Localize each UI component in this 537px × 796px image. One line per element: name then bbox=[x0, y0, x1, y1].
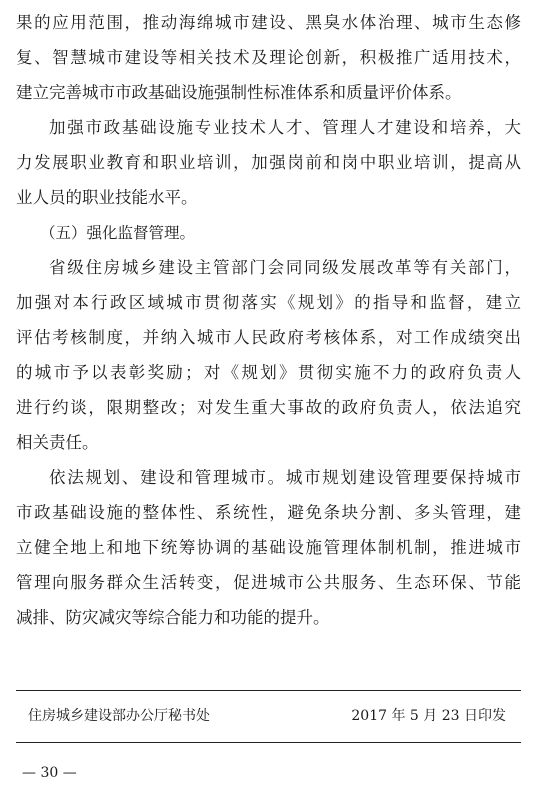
body-line: 进行约谈，限期整改；对发生重大事故的政府负责人，依法追究 bbox=[16, 398, 521, 417]
body-line: 业人员的职业技能水平。 bbox=[16, 188, 198, 207]
body-line: 依法规划、建设和管理城市。城市规划建设管理要保持城市 bbox=[49, 468, 521, 487]
body-line: 相关责任。 bbox=[16, 433, 99, 452]
body-line: 评估考核制度，并纳入城市人民政府考核体系，对工作成绩突出 bbox=[16, 328, 521, 347]
body-line: 果的应用范围，推动海绵城市建设、黑臭水体治理、城市生态修 bbox=[16, 13, 521, 32]
body-line: 加强市政基础设施专业技术人才、管理人才建设和培养，大 bbox=[49, 118, 521, 137]
body-line: 力发展职业教育和职业培训，加强岗前和岗中职业培训，提高从 bbox=[16, 153, 521, 172]
body-line: 管理向服务群众生活转变，促进城市公共服务、生态环保、节能 bbox=[16, 573, 521, 592]
body-line: 加强对本行政区域城市贯彻落实《规划》的指导和监督，建立 bbox=[16, 293, 521, 312]
body-line: 复、智慧城市建设等相关技术及理论创新，积极推广适用技术， bbox=[16, 48, 521, 67]
footer-issuer: 住房城乡建设部办公厅秘书处 bbox=[28, 708, 210, 724]
body-line: 市政基础设施的整体性、系统性，避免条块分割、多头管理，建 bbox=[16, 503, 521, 522]
body-line: 省级住房城乡建设主管部门会同同级发展改革等有关部门， bbox=[49, 258, 521, 277]
body-line: 减排、防灾减灾等综合能力和功能的提升。 bbox=[16, 608, 330, 627]
footer-top-rule bbox=[16, 690, 521, 691]
body-line: 建立完善城市市政基础设施强制性标准体系和质量评价体系。 bbox=[16, 83, 462, 102]
page-number: — 30 — bbox=[22, 765, 77, 781]
body-line: 的城市予以表彰奖励；对《规划》贯彻实施不力的政府负责人 bbox=[16, 363, 521, 382]
body-line: 立健全地上和地下统筹协调的基础设施管理体制机制，推进城市 bbox=[16, 538, 521, 557]
footer-issue-date: 2017 年 5 月 23 日印发 bbox=[351, 708, 506, 724]
section-heading: （五）强化监督管理。 bbox=[40, 224, 196, 242]
footer-bottom-rule bbox=[16, 742, 521, 743]
